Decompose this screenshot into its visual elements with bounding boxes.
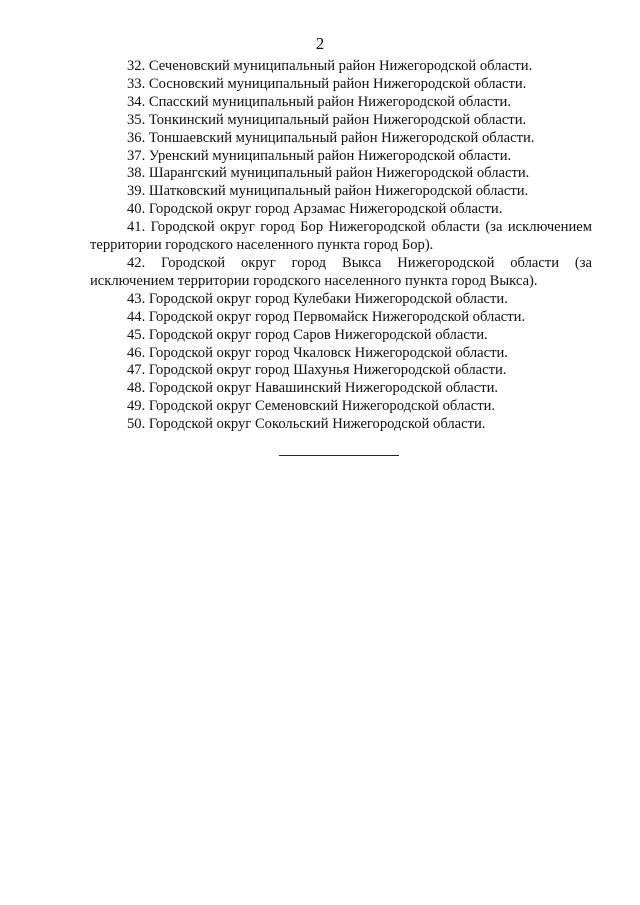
list-item: 39. Шатковский муниципальный район Нижегородской области. bbox=[127, 183, 529, 200]
list-item: 47. Городской округ город Шахунья Нижегородской области. bbox=[127, 362, 507, 379]
list-item: 50. Городской округ Сокольский Нижегородской области. bbox=[127, 416, 486, 433]
list-item: 37. Уренский муниципальный район Нижегородской области. bbox=[127, 147, 512, 164]
page-number: 2 bbox=[315, 34, 325, 53]
list-item: 49. Городской округ Семеновский Нижегородской области. bbox=[127, 398, 496, 415]
list-item: 32. Сеченовский муниципальный район Нижегородской области. bbox=[127, 58, 533, 74]
list-item: 41. Городской округ город Бор Нижегородской области (за исключением территории городского населенного пункта город Бор). bbox=[90, 219, 592, 254]
list-item: 42. Городской округ город Выкса Нижегородской области (за исключением территории городского населенного пункта город Выкса). bbox=[90, 254, 592, 289]
list-item: 40. Городской округ город Арзамас Нижегородской области. bbox=[127, 201, 503, 218]
list-item: 43. Городской округ город Кулебаки Нижегородской области. bbox=[127, 290, 508, 307]
end-divider bbox=[279, 455, 399, 456]
list-item: 46. Городской округ город Чкаловск Нижегородской области. bbox=[127, 344, 508, 361]
municipality-list bbox=[90, 58, 592, 434]
list-item: 35. Тонкинский муниципальный район Нижегородской области. bbox=[127, 111, 527, 128]
list-item: 34. Спасский муниципальный район Нижегородской области. bbox=[127, 93, 512, 110]
list-item: 44. Городской округ город Первомайск Нижегородской области. bbox=[127, 308, 526, 325]
list-item: 36. Тоншаевский муниципальный район Нижегородской области. bbox=[127, 129, 535, 146]
list-item: 45. Городской округ город Саров Нижегородской области. bbox=[127, 326, 488, 343]
list-item: 33. Сосновский муниципальный район Нижегородской области. bbox=[127, 75, 527, 92]
list-item: 48. Городской округ Навашинский Нижегородской области. bbox=[127, 380, 499, 397]
list-item: 38. Шарангский муниципальный район Нижегородской области. bbox=[127, 165, 530, 182]
